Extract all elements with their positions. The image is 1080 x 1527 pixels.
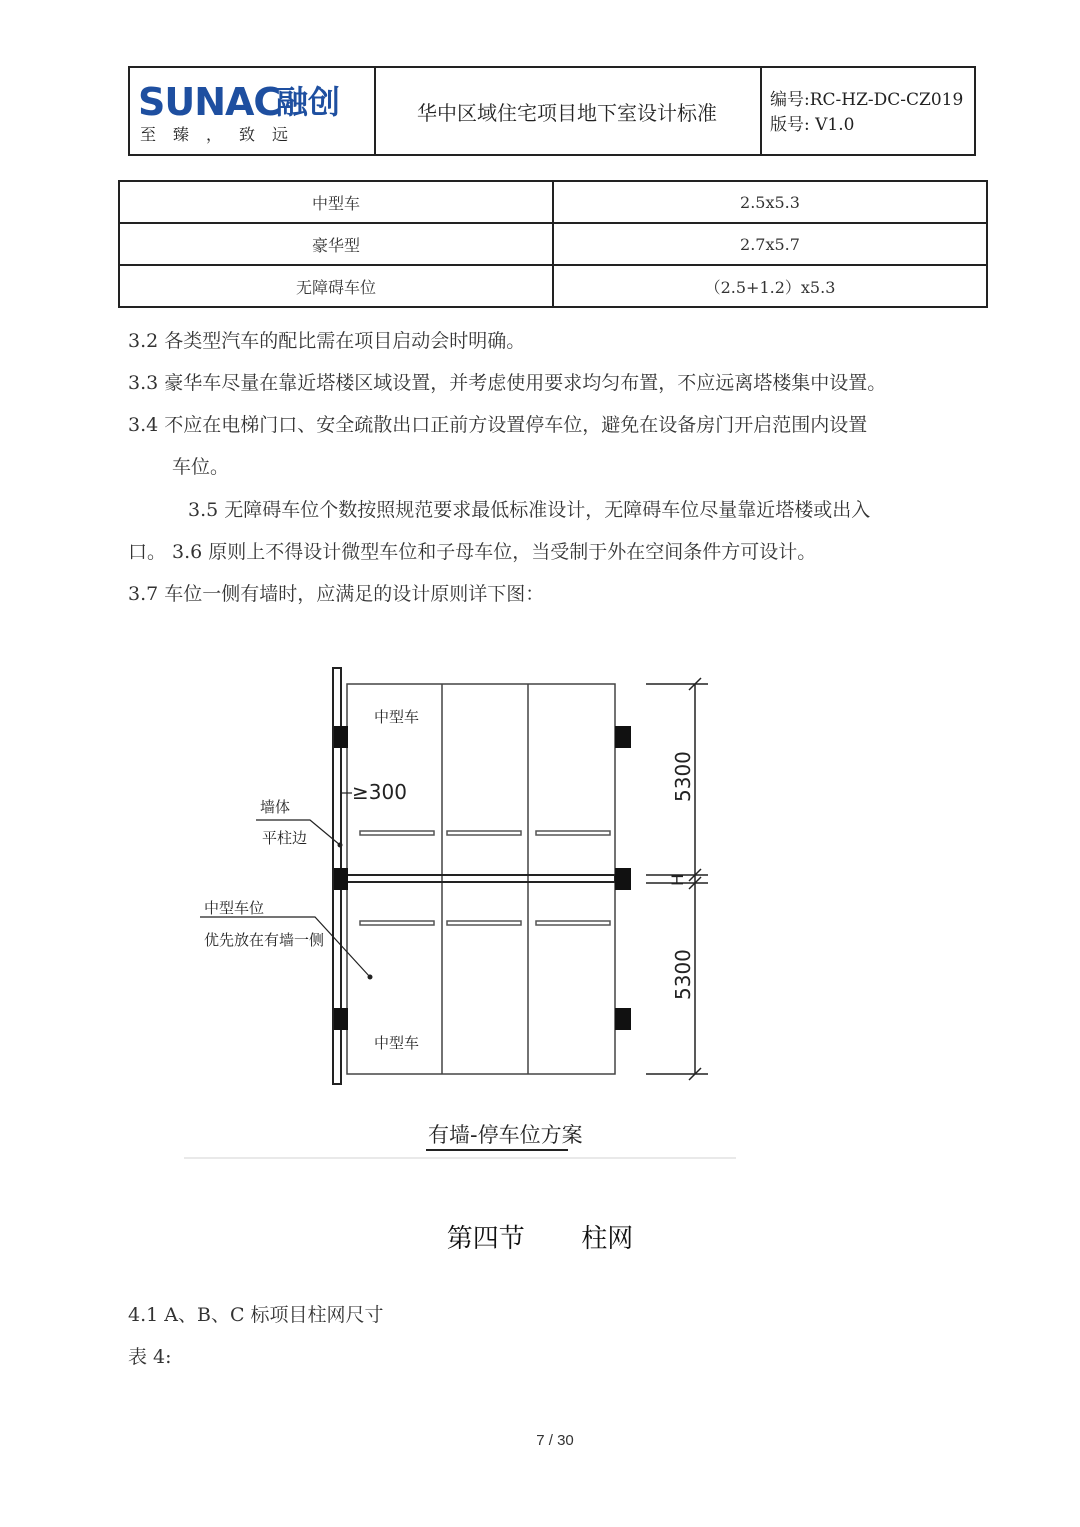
min-distance-label: ≥300: [352, 780, 407, 804]
note-label-2: 优先放在有墙一侧: [204, 931, 325, 949]
table-cell-type: 中型车: [119, 181, 553, 223]
center-beam: [347, 875, 615, 882]
wheel-stops: [360, 831, 610, 925]
paragraph-3-7: 3.7 车位一侧有墙时，应满足的设计原则详下图：: [128, 583, 545, 605]
table-row: [119, 181, 987, 223]
logo-slogan: 至臻，致远: [140, 125, 306, 144]
paragraph-4-1: 4.1 A、B、C 标项目柱网尺寸: [128, 1304, 384, 1326]
table-row: [119, 265, 987, 307]
paragraph-3-4: 3.4 不应在电梯门口、安全疏散出口正前方设置停车位，避免在设备房门开启范围内设置: [128, 414, 868, 436]
dimension-top-label: 5300: [671, 751, 695, 802]
table-label: 表 4:: [128, 1346, 172, 1368]
dimension-bottom-label: 5300: [671, 949, 695, 1000]
top-car-label: 中型车: [374, 708, 420, 726]
section-title: [0, 1218, 1080, 1255]
note-label-1: 中型车位: [204, 899, 265, 917]
columns: [334, 726, 631, 1030]
wall-label: 墙体: [260, 798, 291, 816]
diagram-caption: 有墙-停车位方案: [428, 1123, 583, 1147]
table-cell-type: 无障碍车位: [119, 265, 553, 307]
document-header: [128, 66, 976, 156]
company-logo: SUNAC: [138, 80, 281, 124]
paragraph-3-5: 3.5 无障碍车位个数按照规范要求最低标准设计，无障碍车位尽量靠近塔楼或出入: [188, 499, 871, 521]
parking-wall-diagram: [180, 640, 740, 1170]
document-version: 版号: V1.0: [770, 115, 855, 135]
table-cell-type: 豪华型: [119, 223, 553, 265]
bottom-car-label: 中型车: [374, 1034, 420, 1052]
document-code: 编号:RC-HZ-DC-CZ019: [770, 90, 964, 110]
company-logo-cn: 融创: [276, 83, 341, 121]
column-edge-label: 平柱边: [262, 829, 308, 847]
parking-bays-outline: [347, 684, 615, 1074]
paragraph-3-2: 3.2 各类型汽车的配比需在项目启动会时明确。: [128, 330, 526, 352]
paragraph-3-6: 口。 3.6 原则上不得设计微型车位和子母车位，当受制于外在空间条件方可设计。: [128, 541, 817, 563]
table-row: [119, 223, 987, 265]
logo-cell: [130, 68, 376, 154]
dimension-mid-label: H: [668, 873, 687, 886]
section-name: 柱网: [581, 1224, 634, 1254]
document-title: 华中区域住宅项目地下室设计标准: [374, 68, 762, 154]
document-code-cell: [760, 68, 974, 154]
section-number: 第四节: [446, 1224, 525, 1254]
page-number: 7 / 30: [536, 1432, 574, 1449]
paragraph-3-4-cont: 车位。: [172, 456, 230, 478]
table-cell-size: 2.7x5.7: [553, 223, 987, 265]
paragraph-3-3: 3.3 豪华车尽量在靠近塔楼区域设置，并考虑使用要求均匀布置，不应远离塔楼集中设置。: [128, 372, 887, 394]
table-cell-size: 2.5x5.3: [553, 181, 987, 223]
parking-size-table: [118, 180, 988, 308]
table-cell-size: （2.5+1.2）x5.3: [553, 265, 987, 307]
